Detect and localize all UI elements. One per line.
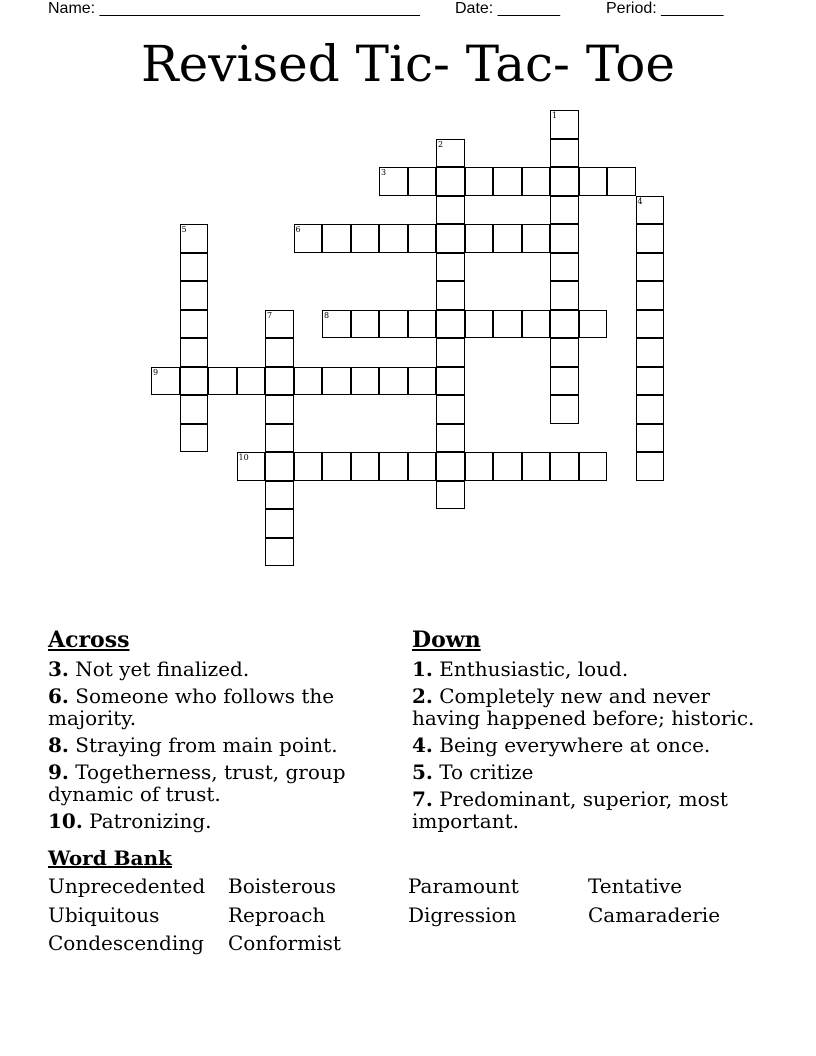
crossword-cell[interactable] xyxy=(265,538,294,567)
crossword-cell[interactable] xyxy=(379,367,408,396)
crossword-cell[interactable] xyxy=(522,310,551,339)
clue-number-label: 8 xyxy=(324,310,330,320)
crossword-cell[interactable] xyxy=(550,338,579,367)
word-bank-item: Boisterous xyxy=(228,874,337,898)
crossword-cell[interactable] xyxy=(493,224,522,253)
crossword-cell[interactable] xyxy=(265,509,294,538)
crossword-cell[interactable] xyxy=(208,367,237,396)
word-bank-item: Camaraderie xyxy=(588,903,721,927)
crossword-cell[interactable] xyxy=(265,424,294,453)
crossword-cell[interactable] xyxy=(408,452,437,481)
word-bank-item: Paramount xyxy=(408,874,519,898)
crossword-cell[interactable] xyxy=(265,338,294,367)
crossword-cell[interactable] xyxy=(436,253,465,282)
clue-number: 3. xyxy=(48,657,69,681)
clue-number: 6. xyxy=(48,684,69,708)
crossword-cell[interactable] xyxy=(550,310,579,339)
crossword-cell[interactable] xyxy=(322,452,351,481)
crossword-cell[interactable] xyxy=(522,224,551,253)
across-clues xyxy=(48,628,378,837)
crossword-cell[interactable] xyxy=(294,452,323,481)
word-bank-heading: Word Bank xyxy=(48,846,172,870)
crossword-cell[interactable] xyxy=(550,224,579,253)
clue-across-3 xyxy=(48,658,378,680)
crossword-cell[interactable] xyxy=(636,395,665,424)
clue-across-6 xyxy=(48,685,378,729)
clue-number-label: 1 xyxy=(552,111,558,120)
crossword-cell[interactable] xyxy=(436,224,465,253)
clue-text: Someone who follows the majority. xyxy=(48,684,335,730)
clue-number: 7. xyxy=(412,787,433,811)
word-bank-item: Digression xyxy=(408,903,517,927)
clue-text: Patronizing. xyxy=(89,809,212,833)
clue-number: 4. xyxy=(412,733,433,757)
crossword-cell[interactable] xyxy=(636,281,665,310)
down-clues xyxy=(412,628,772,837)
crossword-cell[interactable] xyxy=(436,167,465,196)
crossword-cell[interactable] xyxy=(465,167,494,196)
crossword-cell[interactable] xyxy=(408,310,437,339)
crossword-cell[interactable] xyxy=(180,424,209,453)
clue-number-label: 10 xyxy=(238,453,249,462)
crossword-cell[interactable] xyxy=(436,452,465,481)
clue-number-label: 4 xyxy=(637,196,643,206)
clue-text: Completely new and never having happened before; historic. xyxy=(412,684,755,730)
crossword-cell[interactable] xyxy=(550,281,579,310)
crossword-cell[interactable] xyxy=(379,224,408,253)
clue-number-label: 5 xyxy=(181,225,187,234)
clue-number-label: 3 xyxy=(381,168,387,177)
crossword-cell[interactable] xyxy=(436,424,465,453)
crossword-cell[interactable] xyxy=(436,338,465,367)
crossword-cell[interactable] xyxy=(465,452,494,481)
word-bank-item: Condescending xyxy=(48,931,204,955)
crossword-cell[interactable] xyxy=(436,367,465,396)
crossword-cell[interactable] xyxy=(351,224,380,253)
crossword-cell[interactable] xyxy=(579,167,608,196)
crossword-cell[interactable] xyxy=(436,310,465,339)
across-heading: Across xyxy=(48,627,130,653)
crossword-cell[interactable] xyxy=(180,281,209,310)
crossword-cell[interactable] xyxy=(180,253,209,282)
clue-number-label: 9 xyxy=(153,367,159,377)
crossword-cell[interactable] xyxy=(550,167,579,196)
crossword-cell[interactable] xyxy=(636,310,665,339)
crossword-cell[interactable] xyxy=(636,224,665,253)
crossword-cell[interactable] xyxy=(493,310,522,339)
crossword-cell[interactable] xyxy=(550,367,579,396)
clue-across-9 xyxy=(48,761,378,805)
crossword-cell[interactable] xyxy=(579,452,608,481)
crossword-cell[interactable] xyxy=(436,196,465,225)
clue-number: 5. xyxy=(412,760,433,784)
crossword-cell[interactable] xyxy=(550,196,579,225)
clue-down-4 xyxy=(412,734,772,756)
crossword-cell[interactable] xyxy=(265,367,294,396)
crossword-cell[interactable] xyxy=(636,452,665,481)
word-bank-item: Conformist xyxy=(228,931,341,955)
name-field[interactable]: Name: ____________________________________ xyxy=(48,0,420,17)
clue-down-2 xyxy=(412,685,772,729)
down-heading: Down xyxy=(412,627,481,653)
crossword-cell[interactable] xyxy=(322,224,351,253)
crossword-cell[interactable] xyxy=(408,224,437,253)
clue-number: 9. xyxy=(48,760,69,784)
crossword-cell[interactable] xyxy=(436,395,465,424)
clue-number: 8. xyxy=(48,733,69,757)
crossword-cell[interactable] xyxy=(408,367,437,396)
word-bank-item: Tentative xyxy=(588,874,683,898)
clue-text: Predominant, superior, most important. xyxy=(412,787,728,833)
clue-text: Not yet finalized. xyxy=(75,657,250,681)
clue-number: 2. xyxy=(412,684,433,708)
crossword-cell[interactable] xyxy=(379,310,408,339)
crossword-cell[interactable] xyxy=(522,452,551,481)
crossword-cell[interactable] xyxy=(493,167,522,196)
clue-across-8 xyxy=(48,734,378,756)
crossword-cell[interactable] xyxy=(180,367,209,396)
clue-down-5 xyxy=(412,761,772,783)
crossword-cell[interactable] xyxy=(436,481,465,510)
crossword-cell[interactable] xyxy=(180,310,209,339)
crossword-cell[interactable] xyxy=(351,452,380,481)
word-bank-item: Ubiquitous xyxy=(48,903,160,927)
crossword-cell[interactable] xyxy=(265,481,294,510)
crossword-cell[interactable] xyxy=(550,395,579,424)
clue-text: Straying from main point. xyxy=(75,733,338,757)
date-field[interactable]: Date: _______ xyxy=(455,0,560,17)
crossword-cell[interactable] xyxy=(294,367,323,396)
clue-number: 1. xyxy=(412,657,433,681)
clue-number-label: 7 xyxy=(267,310,273,320)
clue-number-label: 2 xyxy=(438,139,444,149)
crossword-cell[interactable] xyxy=(636,338,665,367)
crossword-cell[interactable] xyxy=(265,395,294,424)
clue-number: 10. xyxy=(48,809,83,833)
crossword-cell[interactable] xyxy=(579,310,608,339)
crossword-cell[interactable] xyxy=(265,452,294,481)
crossword-cell[interactable] xyxy=(351,367,380,396)
clue-number-label: 6 xyxy=(295,225,301,234)
clue-down-1 xyxy=(412,658,772,680)
word-bank-item: Reproach xyxy=(228,903,326,927)
clue-across-10 xyxy=(48,810,378,832)
crossword-cell[interactable] xyxy=(351,310,380,339)
crossword-cell[interactable] xyxy=(636,367,665,396)
crossword-cell[interactable] xyxy=(465,310,494,339)
crossword-cell[interactable] xyxy=(607,167,636,196)
crossword-cell[interactable] xyxy=(180,338,209,367)
clue-text: Being everywhere at once. xyxy=(439,733,711,757)
clue-down-7 xyxy=(412,788,772,832)
word-bank-item: Unprecedented xyxy=(48,874,206,898)
crossword-cell[interactable] xyxy=(408,167,437,196)
crossword-cell[interactable] xyxy=(550,452,579,481)
crossword-cell[interactable] xyxy=(550,139,579,168)
clue-text: To critize xyxy=(439,760,534,784)
period-field[interactable]: Period: _______ xyxy=(606,0,724,17)
crossword-cell[interactable] xyxy=(493,452,522,481)
page-title: Revised Tic- Tac- Toe xyxy=(141,35,675,93)
crossword-cell[interactable] xyxy=(636,253,665,282)
clue-text: Enthusiastic, loud. xyxy=(439,657,629,681)
crossword-cell[interactable] xyxy=(180,395,209,424)
crossword-cell[interactable] xyxy=(636,424,665,453)
crossword-cell[interactable] xyxy=(550,253,579,282)
crossword-cell[interactable] xyxy=(237,367,266,396)
crossword-cell[interactable] xyxy=(322,367,351,396)
crossword-cell[interactable] xyxy=(379,452,408,481)
crossword-cell[interactable] xyxy=(465,224,494,253)
clue-text: Togetherness, trust, group dynamic of trust. xyxy=(48,760,346,806)
crossword-cell[interactable] xyxy=(522,167,551,196)
crossword-cell[interactable] xyxy=(436,281,465,310)
